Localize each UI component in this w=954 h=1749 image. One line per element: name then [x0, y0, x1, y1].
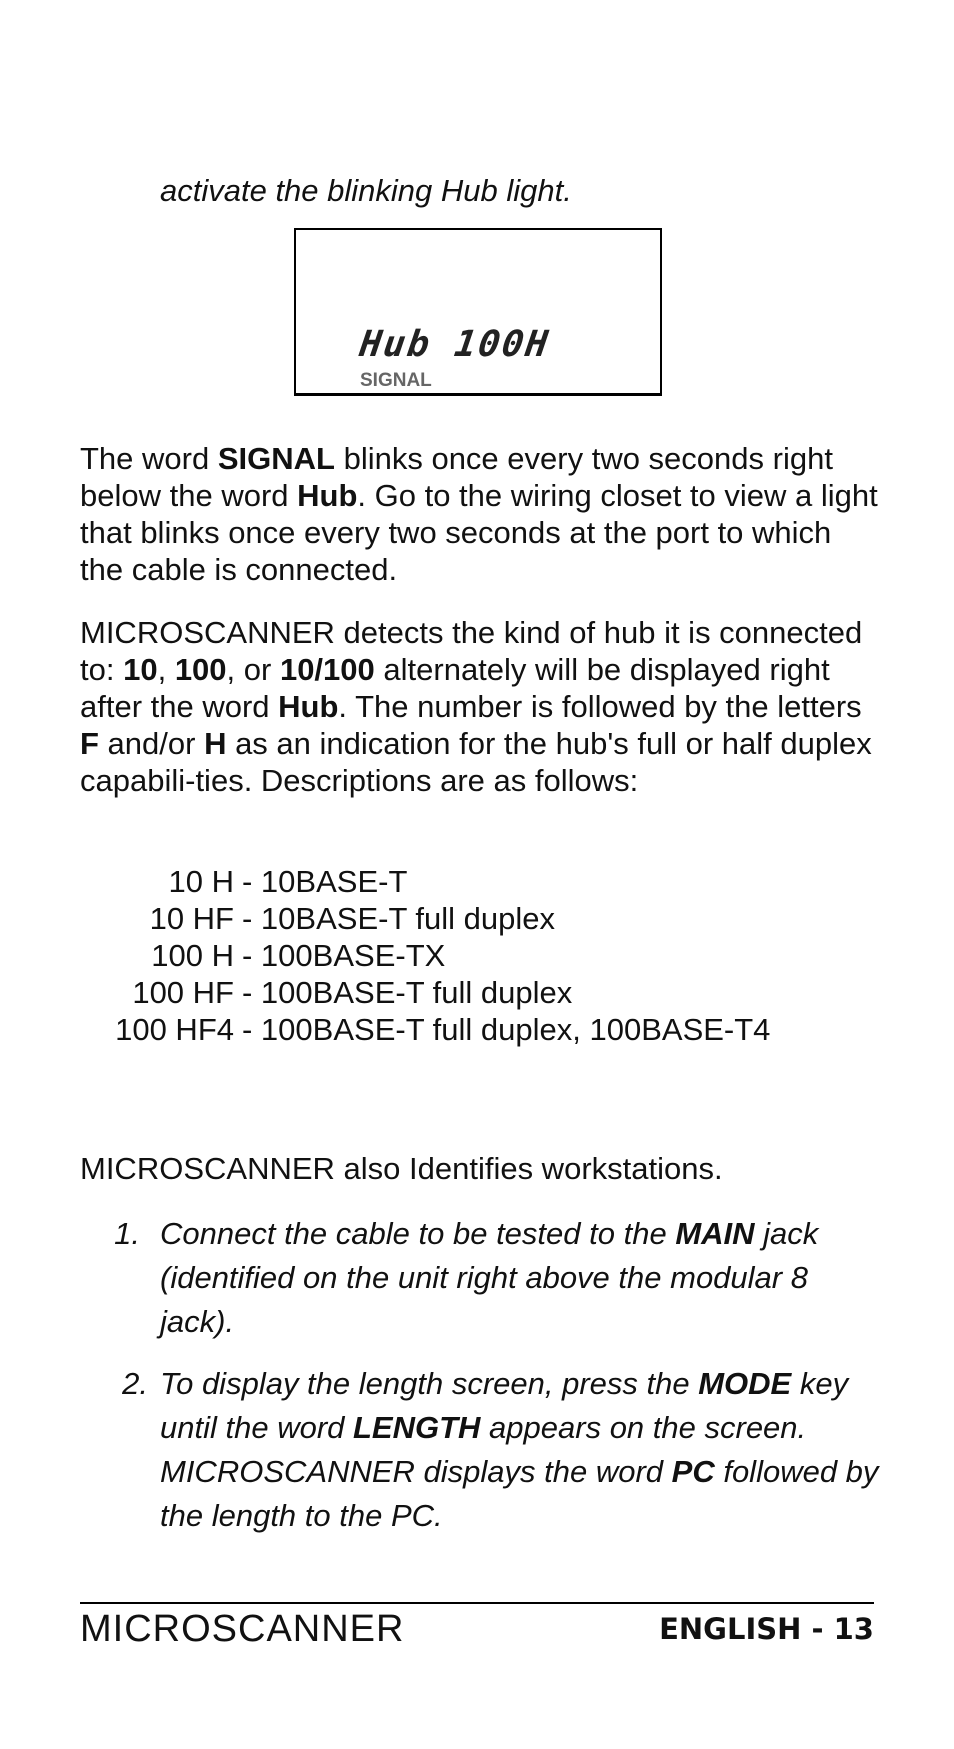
- bold-main: MAIN: [675, 1216, 755, 1251]
- hub-code-description: - 100BASE-T full duplex: [242, 975, 573, 1010]
- hub-code: 100 HF: [132, 975, 234, 1010]
- text: and/or: [98, 726, 205, 761]
- hub-code-description: - 100BASE-T full duplex, 100BASE-T4: [242, 1012, 771, 1047]
- footer-page-number: ENGLISH - 13: [659, 1612, 874, 1646]
- text: MICROSCANNER detects the kind of hub it is connected to:: [80, 615, 863, 687]
- paragraph-signal: [80, 440, 880, 588]
- bold-length: LENGTH: [353, 1410, 481, 1445]
- hub-code-description: - 10BASE-T: [242, 864, 408, 899]
- text: . Go to the wiring closet to view a light that blinks once every two seconds at the port to which the cable is connected.: [80, 478, 878, 587]
- step-number: 1.: [114, 1216, 140, 1251]
- lcd-readout: Hub 100H: [357, 324, 553, 365]
- footer-product-name: MICROSCANNER: [80, 1608, 405, 1650]
- intro-text: activate the blinking Hub light.: [160, 173, 572, 208]
- hub-code-description: - 10BASE-T full duplex: [242, 901, 556, 936]
- text: appears on the screen. MICROSCANNER displays the word: [160, 1410, 807, 1489]
- hub-code: 100 H: [151, 938, 234, 973]
- list-item: [80, 1011, 770, 1048]
- list-item: [80, 937, 770, 974]
- bold-signal: SIGNAL: [217, 441, 335, 476]
- hub-code: 100 HF4: [115, 1012, 234, 1047]
- paragraph-hub-types: [80, 614, 880, 799]
- step-text: [160, 1212, 880, 1344]
- hub-code-description: - 100BASE-TX: [242, 938, 446, 973]
- bold-10-100: 10/100: [279, 652, 375, 687]
- text: key until the word: [160, 1366, 849, 1445]
- list-item: [80, 863, 770, 900]
- bold-hub: Hub: [278, 689, 339, 724]
- bold-h: H: [204, 726, 227, 761]
- hub-code: 10 H: [168, 864, 234, 899]
- bold-mode: MODE: [698, 1366, 792, 1401]
- text: ,: [157, 652, 175, 687]
- bold-f: F: [80, 726, 99, 761]
- hub-code-list: [80, 863, 770, 1048]
- bold-pc: PC: [671, 1454, 715, 1489]
- text: as an indication for the hub's full or half duplex capabili-ties. Descriptions are as follows:: [80, 726, 872, 798]
- text: . The number is followed by the letters: [338, 689, 862, 724]
- footer-divider: [80, 1602, 874, 1604]
- list-item: [80, 900, 770, 937]
- text: jack (identified on the unit right above the modular 8 jack).: [160, 1216, 819, 1339]
- text: alternately will be displayed right after the word: [80, 652, 830, 724]
- step-text: [160, 1362, 880, 1538]
- step-1: [100, 1212, 880, 1344]
- text: blinks once every two seconds right below the word: [80, 441, 833, 513]
- step-2: [100, 1362, 880, 1538]
- bold-hub: Hub: [297, 478, 358, 513]
- text: The word: [80, 441, 218, 476]
- text: To display the length screen, press the: [160, 1366, 699, 1401]
- text: Connect the cable to be tested to the: [160, 1216, 676, 1251]
- paragraph-workstations: MICROSCANNER also Identifies workstations.: [80, 1151, 723, 1186]
- lcd-display: [294, 228, 662, 396]
- lcd-signal-label: SIGNAL: [360, 370, 432, 391]
- text: , or: [226, 652, 280, 687]
- step-number: 2.: [122, 1366, 148, 1401]
- list-item: [80, 974, 770, 1011]
- bold-10: 10: [123, 652, 158, 687]
- text: followed by the length to the PC.: [160, 1454, 879, 1533]
- bold-100: 100: [174, 652, 227, 687]
- hub-code: 10 HF: [149, 901, 234, 936]
